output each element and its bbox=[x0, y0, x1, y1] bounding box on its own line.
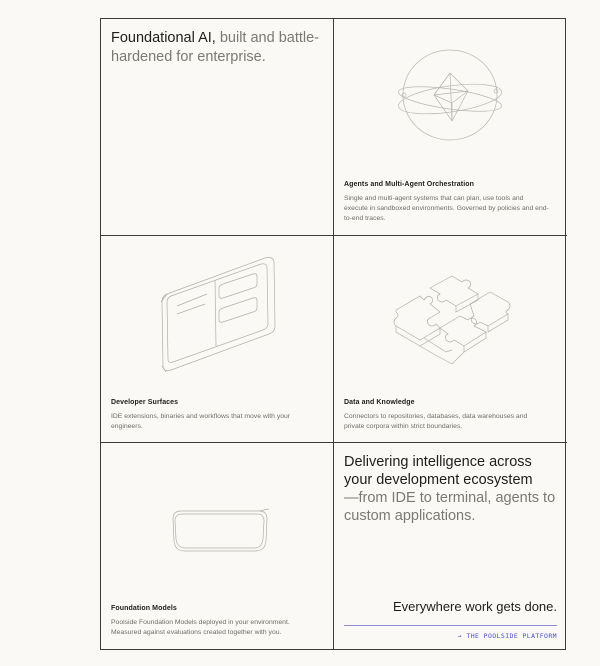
rounded-slab-icon bbox=[171, 507, 271, 555]
card-agents bbox=[334, 19, 567, 236]
platform-cell bbox=[334, 443, 567, 649]
hero-headline-dark: Foundational AI, bbox=[111, 30, 216, 46]
platform-tagline: Everywhere work gets done. bbox=[392, 599, 557, 614]
card-data-knowledge bbox=[334, 236, 567, 443]
orbit-crystal-icon bbox=[390, 47, 510, 147]
hero-cell bbox=[101, 19, 334, 236]
hero-headline-muted: built and battle-hardened for enterprise. bbox=[111, 30, 319, 65]
card-developer-surfaces bbox=[101, 236, 334, 443]
poolside-platform-link[interactable]: → THE POOLSIDE PLATFORM bbox=[457, 632, 557, 640]
card-title: Agents and Multi-Agent Orchestration bbox=[344, 181, 474, 188]
card-description: Poolside Foundation Models deployed in your environment. Measured against evaluations created together with you. bbox=[111, 619, 290, 636]
card-title: Foundation Models bbox=[111, 605, 177, 612]
accent-divider bbox=[344, 625, 557, 626]
puzzle-pieces-icon bbox=[390, 272, 514, 372]
card-description: IDE extensions, binaries and workflows that move with your engineers. bbox=[111, 413, 291, 430]
platform-statement-dark: Delivering intelligence across your development ecosystem bbox=[344, 454, 533, 488]
hero-headline bbox=[111, 29, 326, 67]
card-title: Developer Surfaces bbox=[111, 399, 179, 406]
platform-statement-muted: —from IDE to terminal, agents to custom applications. bbox=[344, 490, 556, 524]
device-panel-icon bbox=[157, 254, 281, 374]
card-description: Single and multi-agent systems that can plan, use tools and execute in sandboxed environments. Governed by policies and end-to-end traces. bbox=[344, 195, 549, 222]
card-description: Connectors to repositories, databases, data warehouses and private corpora within strict boundaries. bbox=[344, 413, 528, 430]
platform-statement bbox=[344, 453, 559, 525]
card-foundation-models bbox=[101, 443, 334, 649]
platform-grid bbox=[100, 18, 566, 650]
card-title: Data and Knowledge bbox=[344, 399, 415, 406]
